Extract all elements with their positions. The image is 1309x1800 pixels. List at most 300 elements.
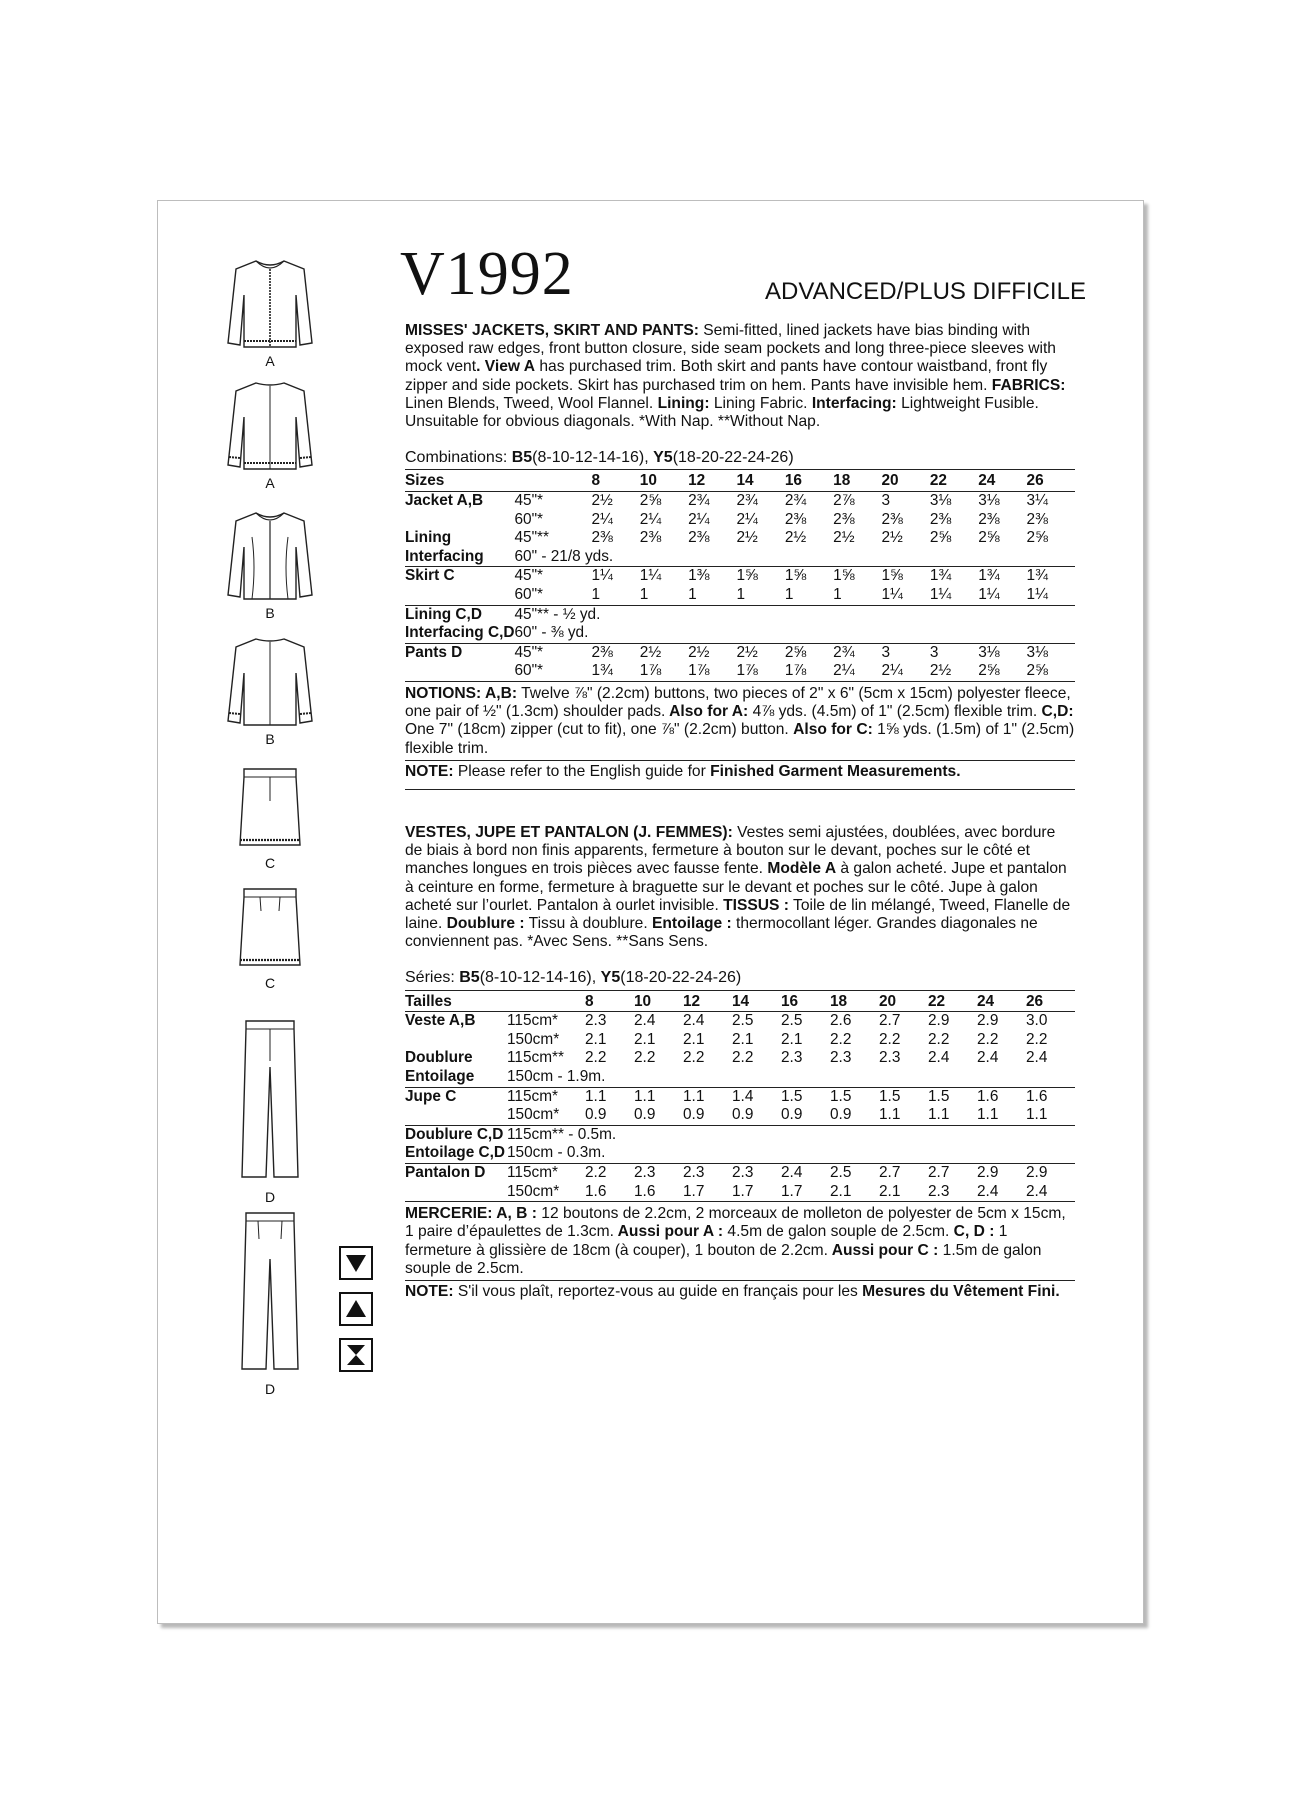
row-label: Doublure C,D	[405, 1125, 504, 1143]
notions-a-body: 4⅞ yds. (4.5m) of 1" (2.5cm) flexible trim.	[748, 703, 1038, 721]
difficulty-level: ADVANCED/PLUS DIFFICILE	[765, 278, 1086, 305]
table-row	[405, 1144, 1075, 1163]
yardage-cell: 2.2	[928, 1030, 950, 1048]
yardage-cell: 2⅝	[978, 529, 1000, 547]
divider	[405, 990, 1075, 991]
yardage-cell: 2½	[591, 492, 613, 510]
header-cell: 12	[688, 472, 736, 491]
yardage-cell: 2.3	[879, 1049, 901, 1067]
interfacing-label: Interfacing:	[807, 394, 897, 412]
yardage-cell: 2.2	[1026, 1030, 1048, 1048]
yardage-cell: 2.1	[732, 1030, 754, 1048]
header-cell: 24	[977, 993, 1026, 1012]
notions-body: Twelve ⅞" (2.2cm) buttons, two pieces of 2" x 6" (5cm x 15cm) polyester fleece, one pair of ½" (1.3cm) shoulder pads.	[405, 684, 1071, 721]
row-label: Interfacing C,D	[405, 624, 514, 643]
yardage-cell: 2¼	[639, 510, 662, 528]
yardage-cell: 2½	[833, 529, 855, 547]
jacket-a-back-sketch	[210, 377, 330, 491]
header-cell: 16	[785, 472, 833, 491]
combo-y5-sizes: (18-20-22-24-26)	[672, 449, 794, 467]
lining-label: Lining:	[657, 394, 710, 412]
row-label: Lining C,D	[405, 605, 482, 623]
english-section	[405, 322, 1075, 792]
yardage-cell: 0.9	[683, 1106, 732, 1125]
header-cell: 10	[640, 472, 688, 491]
mercerie-a-label: Aussi pour A :	[613, 1223, 724, 1241]
jacket-icon	[220, 255, 320, 351]
yardage-cell: 2⅜	[639, 529, 662, 547]
yardage-cell: 3¼	[1026, 492, 1048, 510]
table-row	[405, 605, 1075, 624]
mercerie-a-body: 4.5m de galon souple de 2.5cm.	[723, 1223, 950, 1241]
table-row	[405, 1087, 1075, 1106]
header-cell: 20	[882, 472, 930, 491]
view-a-label: . View A	[476, 358, 536, 376]
fabric-width: 60" - 21/8 yds.	[514, 548, 1075, 567]
yardage-cell: 3⅛	[978, 492, 1000, 510]
sketch-label: A	[265, 353, 275, 369]
yardage-cell: 1.1	[977, 1106, 1026, 1125]
yardage-cell: 1¾	[1026, 567, 1048, 585]
note-emphasis: Mesures du Vêtement Fini.	[862, 1282, 1060, 1300]
yardage-cell: 3⅛	[978, 643, 1000, 661]
yardage-cell: 2.9	[977, 1163, 999, 1181]
yardage-cell: 3⅛	[929, 492, 952, 510]
table-row	[405, 492, 1075, 511]
row-label: Skirt C	[405, 567, 455, 585]
yardage-cell: 0.9	[585, 1106, 634, 1125]
yardage-cell: 2.2	[634, 1049, 656, 1067]
note-label: NOTE:	[405, 762, 454, 780]
note-emphasis: Finished Garment Measurements.	[710, 762, 961, 780]
fabric-width: 115cm*	[507, 1087, 559, 1105]
yardage-cell: 1.4	[732, 1087, 754, 1105]
yardage-cell: 1	[591, 586, 639, 605]
fabrics-label: FABRICS:	[987, 376, 1066, 394]
notions-a-label: Also for A:	[665, 703, 749, 721]
yardage-cell: 2½	[930, 662, 978, 681]
yardage-cell: 1.7	[781, 1183, 830, 1202]
sketch-label: C	[264, 975, 276, 991]
row-label: Pantalon D	[405, 1163, 486, 1181]
yardage-cell: 2⅝	[929, 529, 952, 547]
sketch-label: D	[264, 1381, 276, 1397]
yardage-cell: 2⅝	[784, 643, 807, 661]
table-header-row	[405, 993, 1075, 1012]
yardage-cell: 2.1	[879, 1183, 928, 1202]
header-cell: 16	[781, 993, 830, 1012]
yardage-cell: 2.7	[928, 1163, 950, 1181]
notions-c-body: 1⅝ yds. (1.5m) of 1" (2.5cm) flexible trim.	[405, 721, 1075, 757]
yardage-cell: 2.3	[928, 1183, 977, 1202]
yardage-cell: 1.1	[683, 1087, 705, 1105]
yardage-cell: 2.3	[634, 1163, 656, 1181]
yardage-cell: 2.4	[1026, 1049, 1048, 1067]
yardage-cell: 2⅜	[591, 643, 613, 661]
header-cell: 10	[634, 993, 683, 1012]
yardage-cell: 2.1	[781, 1030, 803, 1048]
yardage-cell: 2.1	[830, 1183, 879, 1202]
fabric-width: 60" - ⅜ yd.	[514, 624, 1075, 643]
pants-d-back-sketch	[210, 1209, 330, 1397]
yardage-cell: 2⅜	[833, 510, 855, 528]
yardage-cell: 1¼	[1027, 586, 1075, 605]
fabric-width: 60"*	[514, 662, 591, 681]
yardage-cell: 1.5	[928, 1087, 950, 1105]
yardage-cell: 3	[881, 492, 891, 510]
series-b5: B5	[459, 969, 480, 987]
french-section	[405, 824, 1075, 1301]
yardage-cell: 2½	[784, 529, 807, 547]
yardage-cell: 2⅜	[688, 529, 710, 547]
yardage-cell: 2.4	[683, 1012, 705, 1030]
yardage-cell: 1.1	[585, 1087, 607, 1105]
yardage-cell: 2¾	[736, 492, 758, 510]
row-label: Interfacing	[405, 548, 514, 567]
header-cell: 12	[683, 993, 732, 1012]
sketch-label: B	[265, 605, 275, 621]
yardage-cell: 2½	[688, 643, 710, 661]
skirt-icon	[230, 885, 310, 973]
yardage-cell: 2.4	[928, 1049, 950, 1067]
yardage-cell: 1.7	[683, 1183, 732, 1202]
yardage-cell: 2.2	[732, 1049, 754, 1067]
mercerie-text	[405, 1205, 1075, 1278]
yardage-cell: 1⅜	[688, 567, 710, 585]
pants-icon	[230, 1209, 310, 1379]
lining-text: Lining Fabric.	[709, 394, 808, 412]
yardage-cell: 2¼	[688, 510, 710, 528]
desc-text: has purchased trim. Both skirt and pants have contour waistband, front fly zipper and side pockets. Skirt has purchased trim on hem. Pants have invisible hem.	[405, 358, 1048, 394]
yardage-cell: 2.2	[585, 1163, 607, 1181]
yardage-cell: 1⅞	[688, 662, 736, 681]
row-label: Entoilage	[405, 1068, 507, 1087]
row-label	[405, 1183, 507, 1202]
table-row	[405, 511, 1075, 530]
table-row	[405, 529, 1075, 548]
row-label: Pants D	[405, 643, 463, 661]
hourglass-icon	[339, 1338, 373, 1372]
yardage-cell: 2⅞	[833, 492, 855, 510]
desc-heading: VESTES, JUPE ET PANTALON (J. FEMMES):	[405, 824, 733, 841]
yardage-cell: 1.5	[879, 1087, 901, 1105]
yardage-cell: 1	[833, 586, 881, 605]
table-row	[405, 643, 1075, 662]
table-row	[405, 624, 1075, 643]
row-label: Lining	[405, 529, 452, 547]
pattern-number: V1992	[400, 240, 574, 308]
yardage-cell: 2⅜	[784, 510, 807, 528]
header-cell: 24	[978, 472, 1026, 491]
yardage-cell: 1	[736, 586, 784, 605]
yardage-cell: 1¼	[591, 567, 613, 585]
yardage-cell: 1	[688, 586, 736, 605]
table-row	[405, 1012, 1075, 1031]
yardage-cell: 2.5	[830, 1163, 852, 1181]
sketch-label: D	[264, 1189, 276, 1205]
modele-a-label: Modèle A	[763, 860, 837, 878]
yardage-cell: 1	[785, 586, 833, 605]
fabric-width: 150cm*	[507, 1030, 560, 1048]
yardage-cell: 2¾	[784, 492, 807, 510]
yardage-cell: 2.2	[879, 1030, 901, 1048]
sketch-label: C	[264, 855, 276, 871]
table-row	[405, 662, 1075, 681]
yardage-cell: 2½	[881, 529, 903, 547]
pants-d-front-sketch	[210, 1017, 330, 1205]
desc-text: Vestes semi ajustées, doublées, avec bordure de biais à bord non finis apparents, fermeture à bouton sur le devant, poches sur le côté et manches longues en trois pièces avec fausse fente.	[405, 824, 1056, 878]
yardage-cell: 2.1	[634, 1030, 656, 1048]
mercerie-body: 12 boutons de 2.2cm, 2 morceaux de molleton de polyester de 5cm x 15cm, 1 paire d’épaulettes de 1.3cm.	[405, 1205, 1066, 1241]
skirt-icon	[230, 765, 310, 853]
jacket-icon	[220, 633, 320, 729]
yardage-cell: 2.6	[830, 1012, 852, 1030]
fabric-width: 115cm*	[507, 1012, 559, 1030]
yardage-cell: 3	[881, 643, 891, 661]
yardage-cell: 2.5	[732, 1012, 754, 1030]
jacket-icon	[220, 507, 320, 603]
divider	[405, 789, 1075, 790]
yardage-cell: 1¾	[929, 567, 952, 585]
yardage-cell: 1.1	[1026, 1106, 1075, 1125]
yardage-cell: 2.3	[732, 1163, 754, 1181]
yardage-cell: 2.4	[781, 1163, 803, 1181]
yardage-cell: 1¼	[978, 586, 1026, 605]
yardage-cell: 1⅝	[784, 567, 807, 585]
notions-label: NOTIONS: A,B:	[405, 684, 518, 702]
series-prefix: Séries:	[405, 969, 460, 987]
yardage-cell: 1.5	[830, 1087, 852, 1105]
sketch-label: A	[265, 475, 275, 491]
entoilage-text: thermocollant léger. Grandes diagonales ne conviennent pas. *Avec Sens. **Sans Sens.	[405, 915, 1038, 951]
table-row	[405, 548, 1075, 567]
yardage-table-english	[405, 472, 1075, 682]
pants-icon	[230, 1017, 310, 1187]
yardage-cell: 2¼	[736, 510, 758, 528]
header-cell: 14	[732, 993, 781, 1012]
desc-text: Semi-fitted, lined jackets have bias binding with exposed raw edges, front button closure, side seam pockets and long three-piece sleeves with mock vent	[405, 322, 1056, 376]
yardage-cell: 2.1	[585, 1030, 607, 1048]
combo-prefix: Combinations:	[405, 449, 512, 467]
row-label	[405, 1106, 507, 1125]
row-label: Entoilage C,D	[405, 1144, 507, 1163]
header-cell: 18	[830, 993, 879, 1012]
table-row	[405, 1106, 1075, 1125]
sketch-label: B	[265, 731, 275, 747]
row-label: Veste A,B	[405, 1012, 476, 1030]
skirt-c-front-sketch	[210, 765, 330, 871]
yardage-cell: 3⅛	[1026, 643, 1048, 661]
header-cell: 18	[833, 472, 881, 491]
yardage-cell: 1.1	[879, 1106, 928, 1125]
fabric-width: 45"*	[514, 567, 544, 585]
table-row	[405, 1125, 1075, 1144]
yardage-cell: 1⅞	[640, 662, 688, 681]
tissus-text: Toile de lin mélangé, Tweed, Flanelle de laine.	[405, 896, 1071, 933]
yardage-cell: 2.2	[977, 1030, 999, 1048]
notions-text	[405, 685, 1075, 758]
yardage-cell: 2⅝	[1027, 662, 1075, 681]
yardage-cell: 2¾	[833, 643, 855, 661]
fabric-width: 115cm**	[507, 1049, 565, 1067]
fabric-width: 45"*	[514, 492, 544, 510]
fabric-width: 45"** - ½ yd.	[514, 605, 601, 623]
row-label	[405, 511, 514, 530]
yardage-cell: 2.2	[683, 1049, 705, 1067]
header-cell: 20	[879, 993, 928, 1012]
yardage-cell: 2⅜	[591, 529, 613, 547]
doublure-label: Doublure :	[442, 915, 525, 933]
yardage-cell: 2⅝	[978, 662, 1026, 681]
divider	[405, 1280, 1075, 1281]
yardage-cell: 2.3	[781, 1049, 803, 1067]
yardage-cell: 0.9	[634, 1106, 683, 1125]
yardage-cell: 1⅝	[881, 567, 903, 585]
notions-c-label: Also for C:	[793, 721, 873, 739]
series-b5-sizes: (8-10-12-14-16),	[479, 969, 601, 987]
yardage-cell: 1¾	[978, 567, 1000, 585]
entoilage-label: Entoilage :	[647, 915, 732, 933]
fabric-width: 150cm*	[507, 1106, 585, 1125]
header-cell: Tailles	[405, 993, 507, 1012]
tissus-label: TISSUS :	[718, 896, 789, 914]
fabric-width: 60"*	[514, 586, 591, 605]
row-label: Doublure	[405, 1049, 473, 1067]
divider	[405, 760, 1075, 761]
yardage-cell: 2.7	[879, 1012, 901, 1030]
yardage-cell: 2.4	[634, 1012, 656, 1030]
desc-heading: MISSES' JACKETS, SKIRT AND PANTS:	[405, 322, 699, 339]
desc-text: à galon acheté. Jupe et pantalon à ceinture en forme, fermeture à braguette sur le devant et poches sur le côté. Jupe à galon acheté sur l’ourlet. Pantalon à ourlet invisible.	[405, 860, 1067, 914]
series-line	[405, 969, 1075, 987]
french-description	[405, 824, 1075, 951]
row-label: Jacket A,B	[405, 492, 484, 510]
yardage-cell: 2⅜	[978, 510, 1000, 528]
row-label: Jupe C	[405, 1087, 457, 1105]
yardage-cell: 2.9	[977, 1012, 999, 1030]
skirt-c-back-sketch	[210, 885, 330, 991]
series-y5-sizes: (18-20-22-24-26)	[620, 969, 742, 987]
header-cell: 22	[928, 993, 977, 1012]
mercerie-cd-body: 1 fermeture à glissière de 18cm (à couper), 1 bouton de 2.2cm.	[405, 1223, 1008, 1259]
yardage-cell: 1.1	[928, 1106, 977, 1125]
french-note	[405, 1283, 1075, 1301]
header-cell	[507, 993, 585, 1012]
table-row	[405, 567, 1075, 586]
yardage-cell: 2.7	[879, 1163, 901, 1181]
header-cell: Sizes	[405, 472, 514, 491]
row-label	[405, 662, 514, 681]
yardage-cell: 1¼	[639, 567, 662, 585]
table-row	[405, 1031, 1075, 1050]
yardage-cell: 1.6	[585, 1183, 634, 1202]
note-body: S'il vous plaît, reportez-vous au guide en français pour les	[453, 1282, 863, 1300]
yardage-cell: 2.1	[683, 1030, 705, 1048]
combinations-line	[405, 449, 1075, 467]
notions-cd-body: One 7" (18cm) zipper (cut to fit), one ⅞" (2.2cm) button.	[405, 721, 789, 739]
yardage-cell: 2½	[639, 643, 662, 661]
row-label	[405, 1031, 507, 1050]
table-header-row	[405, 472, 1075, 491]
english-description	[405, 322, 1075, 431]
yardage-cell: 2¼	[882, 662, 930, 681]
yardage-cell: 2⅜	[929, 510, 952, 528]
series-y5: Y5	[600, 969, 621, 987]
fabric-width: 45"*	[514, 643, 544, 661]
yardage-cell: 1.5	[781, 1087, 803, 1105]
jacket-a-front-sketch	[210, 255, 330, 369]
yardage-cell: 1.6	[1026, 1087, 1048, 1105]
table-row	[405, 1068, 1075, 1087]
english-note	[405, 763, 1075, 781]
mercerie-label: MERCERIE: A, B :	[405, 1205, 537, 1223]
yardage-cell: 2.3	[830, 1049, 852, 1067]
combo-b5-sizes: (8-10-12-14-16),	[532, 449, 654, 467]
yardage-cell: 0.9	[781, 1106, 830, 1125]
notions-cd-label: C,D:	[1037, 703, 1074, 721]
combo-y5: Y5	[653, 449, 673, 467]
table-row	[405, 1183, 1075, 1202]
yardage-cell: 1⅝	[833, 567, 855, 585]
doublure-text: Tissu à doublure.	[524, 915, 648, 933]
jacket-icon	[220, 377, 320, 473]
row-label	[405, 586, 514, 605]
fabric-width: 150cm - 1.9m.	[507, 1068, 1075, 1087]
fabric-width: 45"**	[514, 529, 550, 547]
header-cell: 14	[736, 472, 784, 491]
interfacing-text: Lightweight Fusible. Unsuitable for obvious diagonals. *With Nap. **Without Nap.	[405, 394, 1039, 431]
fabric-symbols	[339, 1246, 373, 1384]
header-cell: 8	[591, 472, 639, 491]
mercerie-cd-label: C, D :	[949, 1223, 995, 1241]
table-row	[405, 586, 1075, 605]
header-cell: 26	[1026, 993, 1075, 1012]
jacket-b-back-sketch	[210, 633, 330, 747]
down-triangle-icon	[339, 1246, 373, 1280]
combo-b5: B5	[511, 449, 533, 467]
yardage-cell: 1.6	[634, 1183, 683, 1202]
yardage-cell: 2½	[736, 643, 758, 661]
header-cell: 8	[585, 993, 634, 1012]
yardage-cell: 1⅞	[736, 662, 784, 681]
yardage-cell: 2.2	[585, 1049, 607, 1067]
note-label: NOTE:	[405, 1282, 454, 1300]
yardage-cell: 2.9	[1026, 1163, 1048, 1181]
yardage-cell: 2¼	[591, 510, 613, 528]
yardage-cell: 1¾	[591, 662, 639, 681]
yardage-cell: 2.3	[585, 1012, 607, 1030]
fabrics-text: Linen Blends, Tweed, Wool Flannel.	[405, 394, 654, 412]
fabric-width: 150cm*	[507, 1183, 585, 1202]
jacket-b-front-sketch	[210, 507, 330, 621]
yardage-cell: 2⅝	[1026, 529, 1048, 547]
yardage-cell: 2⅝	[639, 492, 662, 510]
divider	[405, 469, 1075, 470]
table-row	[405, 1163, 1075, 1182]
yardage-table-french	[405, 993, 1075, 1203]
header-cell	[514, 472, 591, 491]
up-triangle-icon	[339, 1292, 373, 1326]
mercerie-c-body: 1.5m de galon souple de 2.5cm.	[405, 1241, 1042, 1277]
fabric-width: 150cm - 0.3m.	[507, 1144, 1075, 1163]
fabric-width: 115cm** - 0.5m.	[507, 1125, 617, 1143]
note-body: Please refer to the English guide for	[453, 762, 711, 780]
fabric-width: 115cm*	[507, 1163, 559, 1181]
table-row	[405, 1049, 1075, 1068]
yardage-cell: 1¼	[930, 586, 978, 605]
yardage-cell: 3.0	[1026, 1012, 1048, 1030]
header-cell: 26	[1027, 472, 1075, 491]
